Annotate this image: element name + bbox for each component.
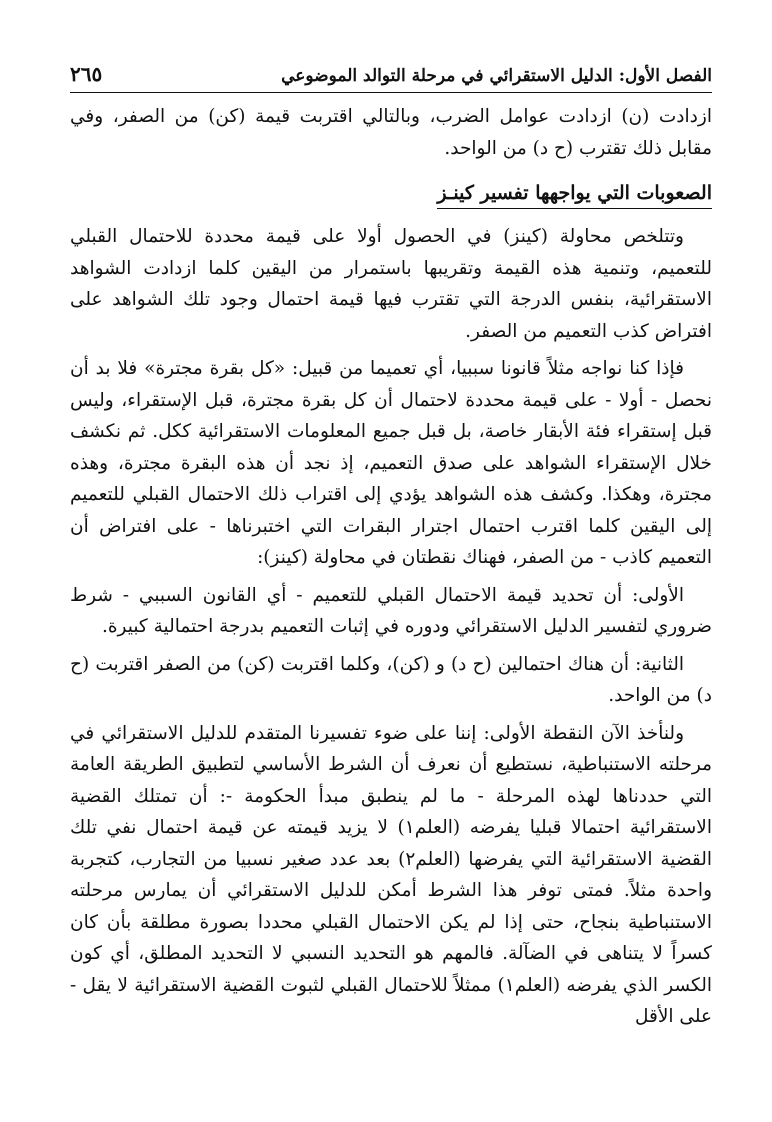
running-header xyxy=(70,56,712,93)
section-heading: الصعوبات التي يواجهها تفسير كينـز xyxy=(437,178,712,209)
paragraph-second-point: الثانية: أن هناك احتمالين (ح د) و (كن)، وكلما اقتربت (كن) من الصفر اقتربت (ح د) من الواحد. xyxy=(70,653,712,706)
page-number: ٢٦٥ xyxy=(70,62,103,86)
paragraph-keynes-summary: وتتلخص محاولة (كينز) في الحصول أولا على قيمة محددة للاحتمال القبلي للتعميم، وتنمية هذه القيمة وتقريبها باستمرار من اليقين كلما ازدادت الشواهد الاستقرائية، بنفس الدرجة التي تقترب فيها قيمة احتمال وجود تلك الشواهد على افتراض كذب التعميم من الصفر. xyxy=(70,226,712,342)
intro-paragraph: ازدادت (ن) ازدادت عوامل الضرب، وبالتالي اقتربت قيمة (كن) من الصفر، وفي مقابل ذلك تقترب (ح د) من الواحد. xyxy=(70,106,712,159)
section-heading-wrapper xyxy=(70,170,712,221)
page-body xyxy=(70,93,712,1033)
book-page xyxy=(70,56,712,1106)
paragraph-first-point: الأولى: أن تحديد قيمة الاحتمال القبلي للتعميم - أي القانون السببي - شرط ضروري لتفسير الدليل الاستقرائي ودوره في إثبات التعميم بدرجة احتمالية كبيرة. xyxy=(70,584,712,637)
paragraph-cow-example: فإذا كنا نواجه مثلاً قانونا سببيا، أي تعميما من قبيل: «كل بقرة مجترة» فلا بد أن نحصل - أولا - على قيمة محددة لاحتمال أن كل بقرة مجترة، قبل الإستقراء، وليس قبل إستقراء فئة الأبقار خاصة، بل قبل جميع المعلومات الاستقرائية ككل. ثم نكشف خلال الإستقراء الشواهد على صدق التعميم، إذ نجد أن هذه البقرة مجترة، وهذه مجترة، وهكذا. وكشف هذه الشواهد يؤدي إلى اقتراب ذلك الاحتمال القبلي للتعميم إلى اليقين كلما اقترب احتمال اجترار البقرات التي اختبرناها - على افتراض أن التعميم كاذب - من الصفر، فهناك نقطتان في محاولة (كينز): xyxy=(70,358,712,568)
paragraph-first-point-analysis: ولنأخذ الآن النقطة الأولى: إننا على ضوء تفسيرنا المتقدم للدليل الاستقرائي في مرحلته الاستنباطية، نستطيع أن نعرف أن الشرط الأساسي لتطبيق الطريقة العامة التي حددناها لهذه المرحلة - ما لم ينطبق مبدأ الحكومة -: أن تمتلك القضية الاستقرائية احتمالا قبليا يفرضه (العلم١) لا يزيد قيمته عن قيمة احتمال نفي تلك القضية الاستقرائية التي يفرضها (العلم٢) بعد عدد صغير نسبيا من التجارب، كتجربة واحدة مثلاً. فمتى توفر هذا الشرط أمكن للدليل الاستقرائي أن يمارس مرحلته الاستنباطية بنجاح، حتى إذا لم يكن الاحتمال القبلي محددا بصورة مطلقة بأن كان كسراً لا يتناهى في الضآلة. فالمهم هو التحديد النسبي لا التحديد المطلق، أي كون الكسر الذي يفرضه (العلم١) ممثلاً للاحتمال القبلي لثبوت القضية الاستقرائية لا يقل - على الأقل xyxy=(70,722,712,1027)
running-title: الفصل الأول: الدليل الاستقرائي في مرحلة التوالد الموضوعي xyxy=(281,66,712,86)
